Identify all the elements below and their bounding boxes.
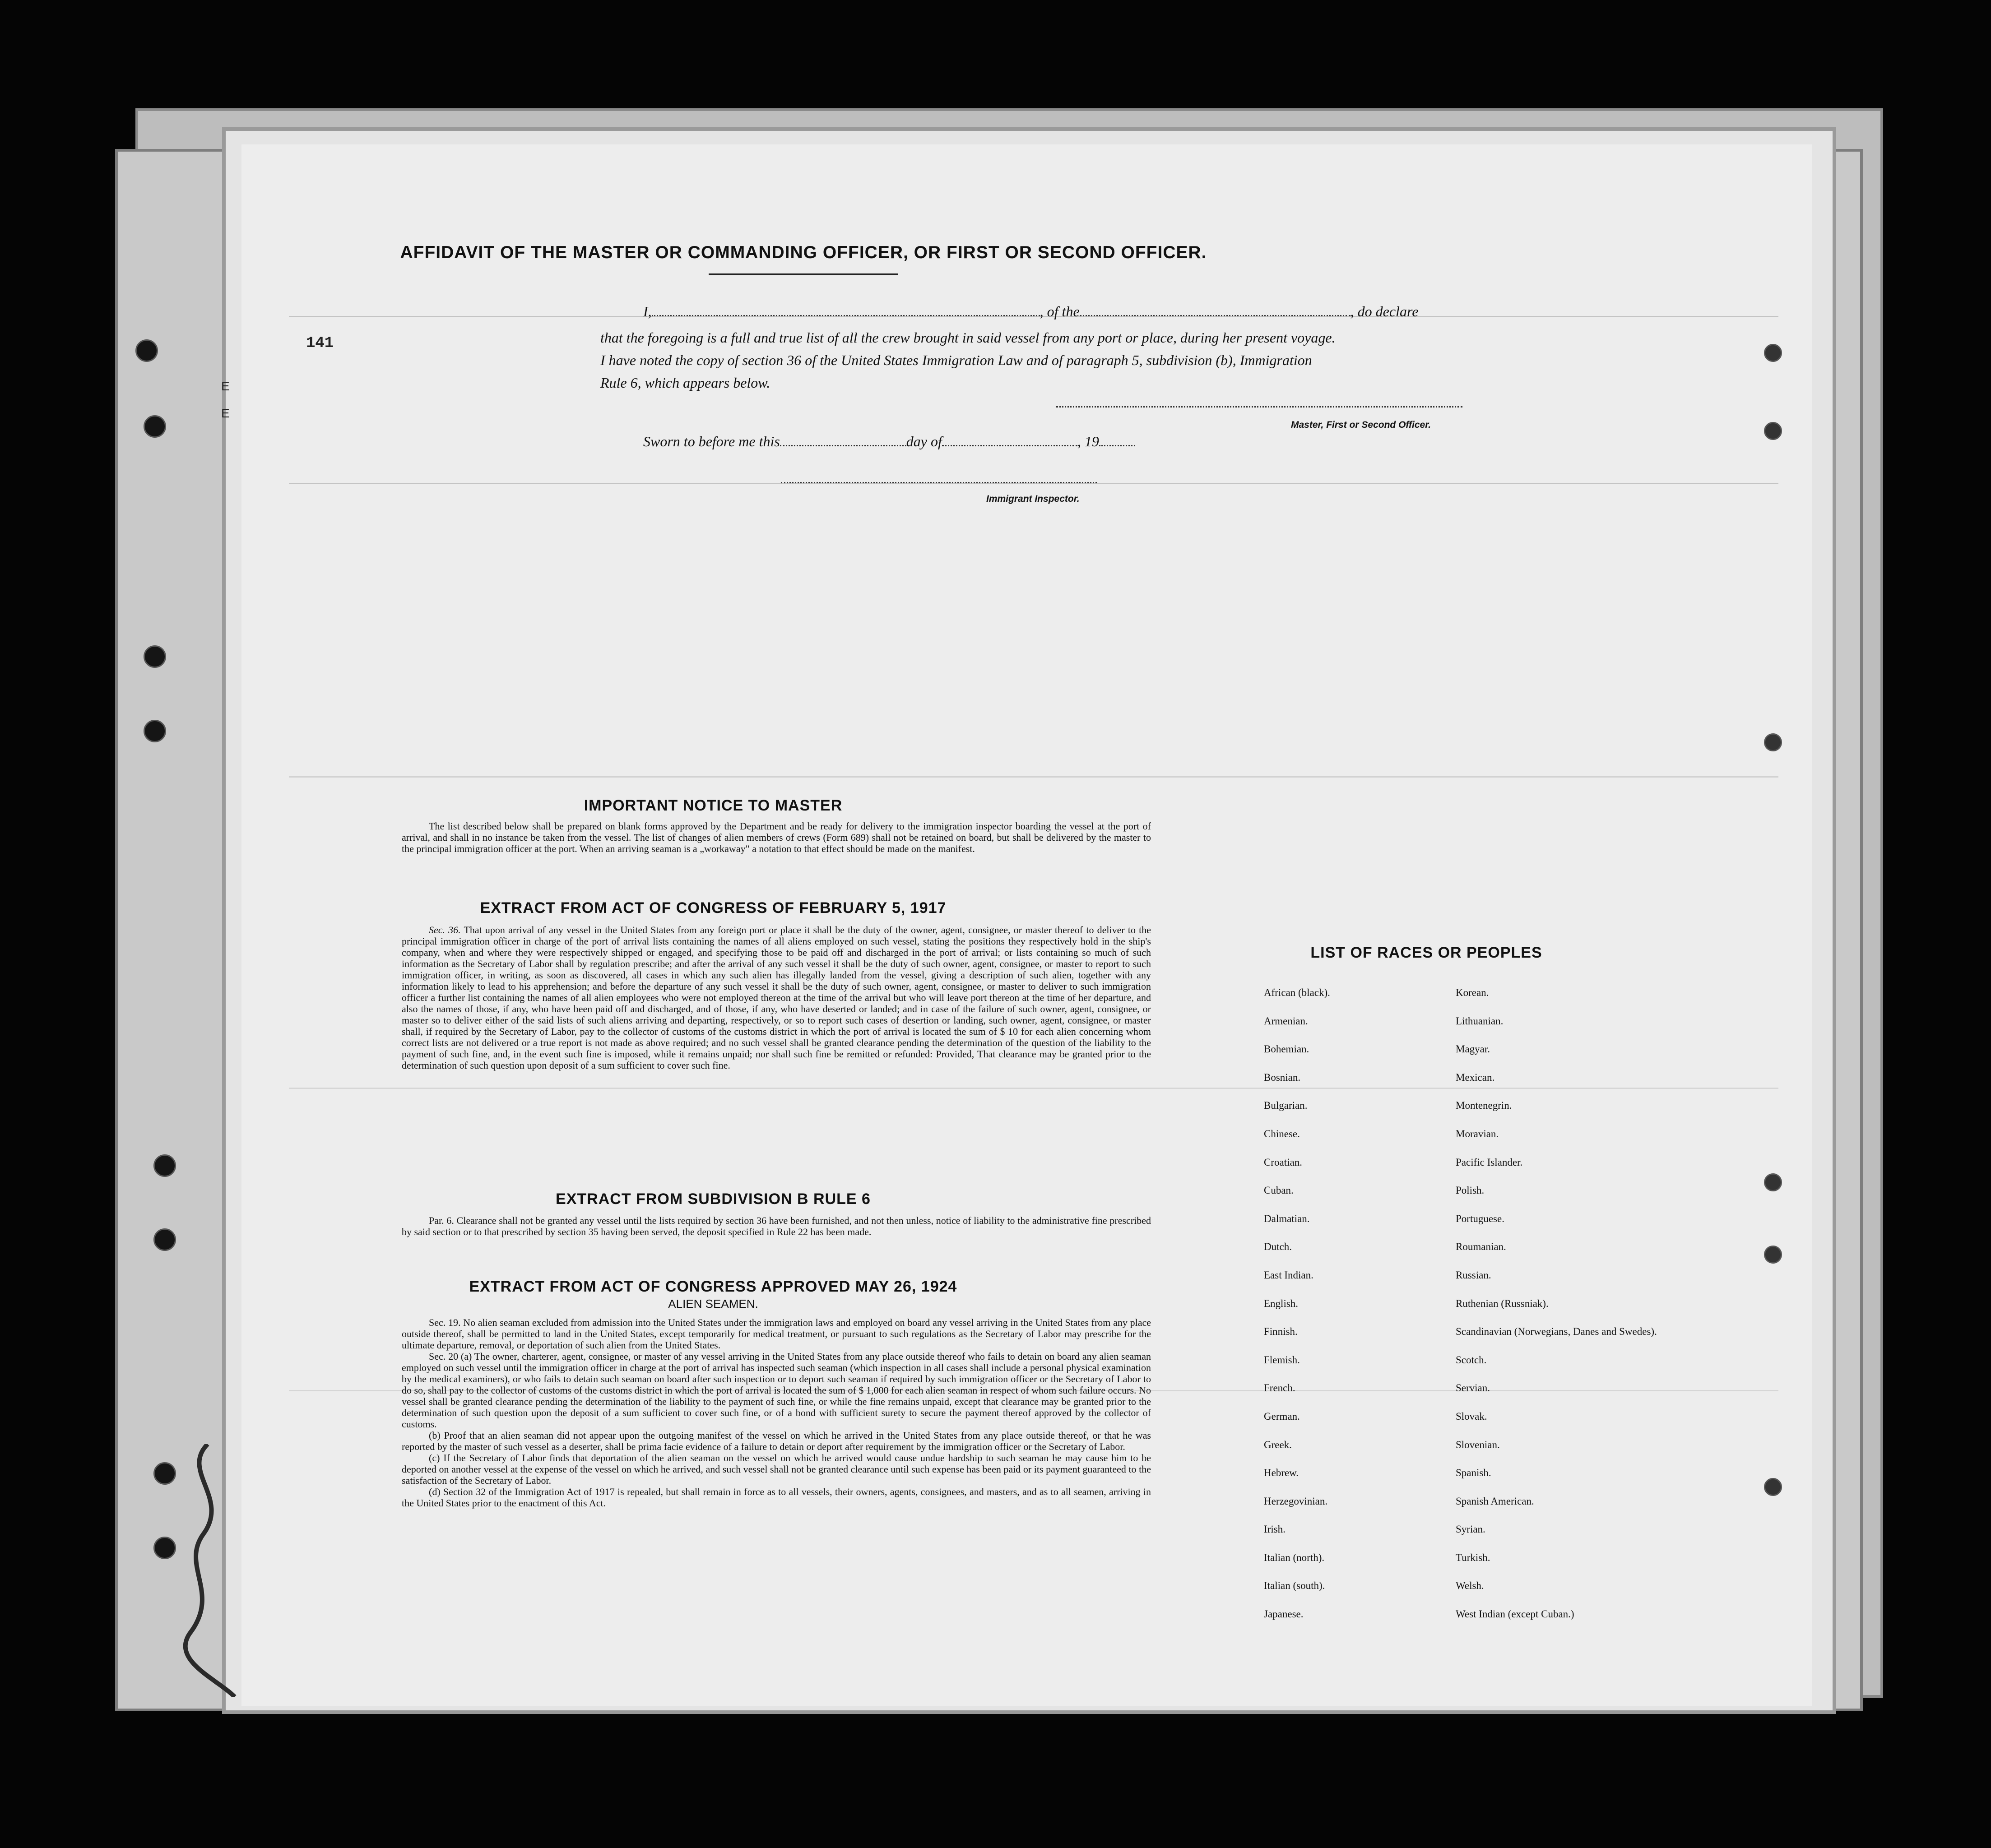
race-item: Flemish.	[1264, 1354, 1300, 1366]
extract-rule6-title: EXTRACT FROM SUBDIVISION B RULE 6	[556, 1190, 871, 1208]
race-item: Irish.	[1264, 1524, 1286, 1535]
affidavit-line-3: I have noted the copy of section 36 of the United States Immigration Law and of paragraph 5, subdivision (b), Immigration	[600, 352, 1312, 368]
extract-1924-body	[402, 1317, 1151, 1509]
sworn-day-of: day of	[906, 433, 942, 449]
binding-string	[162, 1444, 244, 1697]
signature-label: Master, First or Second Officer.	[1291, 420, 1431, 430]
extract-rule6-text: Par. 6. Clearance shall not be granted any vessel until the lists required by section 36 have been furnished, and not then unless, notice of liability to the administrative fine prescribed by said section or to that prescribed by section 35 having been served, the deposit specified in Rule 22 has been made.	[402, 1215, 1151, 1237]
punch-hole-icon	[1764, 422, 1782, 440]
race-item: Mexican.	[1456, 1071, 1495, 1083]
extract-1917-title: EXTRACT FROM ACT OF CONGRESS OF FEBRUARY 5, 1917	[480, 899, 947, 917]
race-item: Ruthenian (Russniak).	[1456, 1297, 1549, 1309]
punch-hole-icon	[153, 1228, 176, 1251]
vessel-blank[interactable]	[1080, 303, 1351, 316]
race-item: Spanish American.	[1456, 1495, 1534, 1507]
race-item: Slovak.	[1456, 1410, 1487, 1422]
race-item: Polish.	[1456, 1185, 1485, 1196]
race-item: Servian.	[1456, 1382, 1490, 1394]
race-item: Japanese.	[1264, 1608, 1304, 1620]
punch-hole-icon	[1764, 733, 1782, 751]
races-column-1	[1264, 987, 1413, 1636]
extract-1917-text	[402, 924, 1151, 1071]
race-item: Lithuanian.	[1456, 1015, 1504, 1027]
sec-36-body: That upon arrival of any vessel in the United States from any foreign port or place it shall be the duty of the owner, agent, consignee, or master thereof to deliver to the principal immigration officer in charge of the port of arrival lists containing the names of all aliens employed on such vessel, stating the positions they respectively hold in the ship's company, when and where they were respectively shipped or engaged, and specifying those to be paid off and discharged in the port of arrival; or lists containing so much of such information as the Secretary of Labor shall by regulation prescribe; and after the arrival of any such vessel it shall be the duty of such owner, agent, consignee, or master to report to such immigration officer, in writing, as soon as discovered, all cases in which any such alien has illegally landed from the vessel, giving a description of such alien, together with any information likely to lead to his apprehension; and before the departure of any such vessel it shall be the duty of such owner, agent, consignee, or master to deliver to such immigration officer a further list containing the names of all alien employees who were not employed thereon at the time of the arrival but who will leave port thereon at the time of her departure, and also the names of those, if any, who have been paid off and discharged, and of those, if any, who have deserted or landed; and in case of the failure of such owner, agent, consignee, or master so to deliver either of the said lists of such aliens arriving and departing, respectively, or so to report such cases of desertion or landing, such owner, agent, consignee, or master shall, if required by the Secretary of Labor, pay to the collector of customs of the customs district in which the port of arrival is located the sum of $ 10 for each alien concerning whom correct lists are not delivered or a true report is not made as above required; and no such vessel shall be granted clearance pending the determination of the question of the liability to the payment of such fine, and, in the event such fine is imposed, while it remains unpaid; nor shall such fine be remitted or refunded: Provided, That clearance may be granted prior to the determination of such question upon deposit of a sum sufficient to cover such fine.	[402, 924, 1151, 1071]
race-item: Italian (south).	[1264, 1580, 1325, 1592]
race-item: German.	[1264, 1410, 1300, 1422]
race-item: Bosnian.	[1264, 1071, 1301, 1083]
race-item: Croatian.	[1264, 1156, 1302, 1168]
race-item: Russian.	[1456, 1269, 1491, 1281]
punch-hole-icon	[1764, 344, 1782, 362]
race-item: Armenian.	[1264, 1015, 1308, 1027]
affidavit-of-the: , of the	[1040, 303, 1080, 320]
margin-mark: E	[221, 406, 230, 420]
race-item: Bohemian.	[1264, 1043, 1309, 1055]
race-item: Bulgarian.	[1264, 1100, 1308, 1112]
race-item: Korean.	[1456, 987, 1489, 998]
affidavit-title: AFFIDAVIT OF THE MASTER OR COMMANDING OFFICER, OR FIRST OR SECOND OFFICER.	[400, 243, 1207, 262]
race-item: Hebrew.	[1264, 1467, 1299, 1479]
race-item: Magyar.	[1456, 1043, 1490, 1055]
race-item: Roumanian.	[1456, 1241, 1506, 1253]
signature-line[interactable]	[1056, 406, 1462, 408]
race-item: Pacific Islander.	[1456, 1156, 1523, 1168]
inspector-signature-line[interactable]	[781, 482, 1097, 483]
race-item: Moravian.	[1456, 1128, 1499, 1139]
race-item: Turkish.	[1456, 1552, 1490, 1563]
race-item: East Indian.	[1264, 1269, 1313, 1281]
affidavit-line-1	[643, 303, 1418, 320]
affidavit-declare: , do declare	[1350, 303, 1419, 320]
race-item: Scotch.	[1456, 1354, 1487, 1366]
name-blank[interactable]	[652, 303, 1040, 316]
notice-title: IMPORTANT NOTICE TO MASTER	[584, 797, 843, 814]
punch-hole-icon	[144, 720, 166, 742]
bleed-through-rule	[289, 776, 1778, 778]
race-item: Spanish.	[1456, 1467, 1491, 1479]
race-item: Italian (north).	[1264, 1552, 1325, 1563]
punch-hole-icon	[1764, 1173, 1782, 1191]
race-item: Finnish.	[1264, 1326, 1298, 1338]
race-item: West Indian (except Cuban.)	[1456, 1608, 1574, 1620]
notice-text: The list described below shall be prepared on blank forms approved by the Department and be ready for delivery to the immigration inspector boarding the vessel at the port of arrival, and shall in no instance be taken from the vessel. The list of changes of alien members of crews (Form 689) shall not be retained on board, but shall be delivered by the master to the principal immigration officer at the port. When an arriving seaman is a „workaway" a notation to that effect should be made on the manifest.	[402, 820, 1151, 854]
race-item: Scandinavian (Norwegians, Danes and Swedes).	[1456, 1326, 1657, 1338]
affidavit-line-2: that the foregoing is a full and true list of all the crew brought in said vessel from any port or place, during her present voyage.	[600, 329, 1336, 346]
race-item: Welsh.	[1456, 1580, 1484, 1592]
sworn-year: , 19	[1077, 433, 1099, 449]
race-item: Greek.	[1264, 1439, 1292, 1450]
race-item: Herzegovinian.	[1264, 1495, 1328, 1507]
punch-hole-icon	[144, 645, 166, 668]
race-item: African (black).	[1264, 987, 1330, 998]
race-item: Dalmatian.	[1264, 1213, 1310, 1224]
affidavit-line-4: Rule 6, which appears below.	[600, 375, 770, 391]
punch-hole-icon	[135, 339, 158, 362]
race-item: English.	[1264, 1297, 1299, 1309]
sworn-label: Sworn to before me this	[643, 433, 780, 449]
race-item: Portuguese.	[1456, 1213, 1504, 1224]
race-item: Dutch.	[1264, 1241, 1292, 1253]
sworn-day-blank[interactable]	[780, 433, 906, 446]
punch-hole-icon	[153, 1154, 176, 1177]
inspector-label: Immigrant Inspector.	[986, 494, 1080, 504]
race-item: French.	[1264, 1382, 1295, 1394]
race-item: Montenegrin.	[1456, 1100, 1512, 1112]
sec-20c-text: (c) If the Secretary of Labor finds that deportation of the alien seaman on the vessel on which he arrived would cause undue hardship to such seaman he may cause him to be deported on another vessel at the expense of the vessel on which he arrived, and such vessel shall not be granted clearance until such expense has been paid or its payment guaranteed to the satisfaction of the Secretary of Labor.	[402, 1452, 1151, 1486]
punch-hole-icon	[1764, 1246, 1782, 1264]
extract-1924-subtitle: ALIEN SEAMEN.	[668, 1297, 758, 1311]
sec-20d-text: (d) Section 32 of the Immigration Act of 1917 is repealed, but shall remain in force as to all vessels, their owners, agents, consignees, and masters, and as to all seamen, arriving in the United States prior to the enactment of this Act.	[402, 1486, 1151, 1509]
races-title: LIST OF RACES OR PEOPLES	[1310, 944, 1542, 961]
punch-hole-icon	[144, 415, 166, 438]
margin-mark: E	[221, 379, 230, 393]
affidavit-i: I,	[643, 303, 652, 320]
sheet-number: 141	[306, 335, 334, 352]
sworn-month-blank[interactable]	[942, 433, 1077, 446]
sworn-year-blank[interactable]	[1099, 433, 1135, 446]
sworn-line	[643, 433, 1135, 450]
race-item: Cuban.	[1264, 1185, 1294, 1196]
affidavit-divider	[709, 273, 898, 275]
sec-20a-text: Sec. 20 (a) The owner, charterer, agent, consignee, or master of any vessel arriving in the United States from any place outside thereof who fails to detain on board any alien seaman employed on such vessel until the immigration officer in charge at the port of arrival has inspected such seaman (which inspection in all cases shall include a personal physical examination by the medical examiners), or who fails to detain such seaman on board after such inspection or to deport such seaman if required by such immigration officer or the Secretary of Labor to do so, shall pay to the collector of customs of the customs district in which the port of arrival is located the sum of $ 1,000 for each alien seaman in respect of whom such failure occurs. No vessel shall be granted clearance pending the determination of the liability to the payment of such fine, or while the fine remains unpaid, except that clearance may be granted prior to the determination of such question upon the deposit of a sum sufficient to cover such fine, or of a bond with sufficient surety to secure the payment thereof approved by the collector of customs.	[402, 1351, 1151, 1430]
sec-19-text: Sec. 19. No alien seaman excluded from admission into the United States under the immigration laws and employed on board any vessel arriving in the United States from any place outside thereof, shall be permitted to land in the United States, except temporarily for medical treatment, or pursuant to such regulations as the Secretary of Labor may prescribe for the ultimate departure, removal, or deportation of such alien from the United States.	[402, 1317, 1151, 1351]
race-item: Slovenian.	[1456, 1439, 1500, 1450]
race-item: Syrian.	[1456, 1524, 1485, 1535]
race-item: Chinese.	[1264, 1128, 1300, 1139]
extract-1924-title: EXTRACT FROM ACT OF CONGRESS APPROVED MAY 26, 1924	[469, 1278, 957, 1295]
sec-36-label: Sec. 36.	[429, 924, 461, 936]
sec-20b-text: (b) Proof that an alien seaman did not appear upon the outgoing manifest of the vessel on which he arrived in the United States from any place outside thereof, or that he was reported by the master of such vessel as a deserter, shall be prima facie evidence of a failure to detain or deport after requirement by the immigration officer or the Secretary of Labor.	[402, 1430, 1151, 1452]
punch-hole-icon	[1764, 1478, 1782, 1496]
races-column-2	[1456, 987, 1657, 1636]
